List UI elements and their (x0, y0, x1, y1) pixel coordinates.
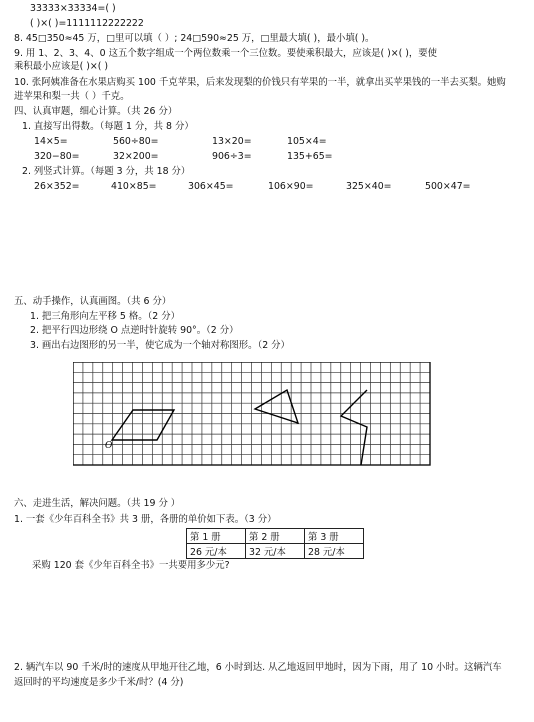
table-cell: 26 元/本 (187, 544, 246, 559)
question-9-line-1: 9. 用 1、2、3、4、0 这五个数字组成一个两位数乘一个三位数。要使乘积最大，应该是( )×( )，要使 (14, 48, 438, 59)
top-line-2: ( )×( )=1111112222222 (30, 18, 144, 29)
calc-item: 14×5= (34, 136, 68, 147)
section-4-part-2-title: 2. 列竖式计算。（每题 3 分，共 18 分） (22, 166, 191, 177)
drawing-task: 2. 把平行四边形绕 O 点逆时针旋转 90°。（2 分） (30, 325, 239, 336)
parallelogram-shape (112, 410, 174, 440)
calc-item: 13×20= (212, 136, 252, 147)
question-10-line-1: 10. 张阿姨准备在水果店购买 100 千克苹果，后来发现梨的价钱只有苹果的一半，就拿出买苹果钱的一半去买梨。她购 (14, 77, 506, 88)
calc-item: 105×4= (287, 136, 327, 147)
vertical-calc-item: 500×47= (425, 181, 471, 192)
drawing-grid (73, 362, 431, 466)
point-o-label: O (105, 441, 113, 451)
question-6-2-line-1: 2. 辆汽车以 90 千米/时的速度从甲地开往乙地，6 小时到达. 从乙地返回甲地时，因为下雨，用了 10 小时。这辆汽车 (14, 662, 502, 673)
question-9-line-2: 乘积最小应该是( )×( ) (14, 61, 109, 72)
drawing-task: 3. 画出右边图形的另一半，使它成为一个轴对称图形。（2 分） (30, 340, 290, 351)
calc-item: 135+65= (287, 151, 333, 162)
vertical-calc-item: 106×90= (268, 181, 314, 192)
table-cell: 28 元/本 (305, 544, 364, 559)
top-line-1: 33333×33334=( ) (30, 3, 116, 14)
question-10-line-2: 进苹果和梨一共（ ）千克。 (14, 91, 130, 102)
table-header-cell: 第 1 册 (187, 529, 246, 544)
vertical-calc-item: 26×352= (34, 181, 80, 192)
section-5-title: 五、动手操作，认真画图。（共 6 分） (14, 296, 172, 307)
question-8: 8. 45□350≈45 万，□里可以填（ ）; 24□590≈25 万，□里最大填( )，最小填( )。 (14, 33, 375, 44)
vertical-calc-item: 325×40= (346, 181, 392, 192)
section-4-title: 四、认真审题，细心计算。（共 26 分） (14, 106, 178, 117)
price-table (186, 528, 364, 559)
half-symmetric-shape (341, 390, 367, 465)
calc-item: 320−80= (34, 151, 80, 162)
section-4-part-1-title: 1. 直接写出得数。（每题 1 分，共 8 分） (22, 121, 194, 132)
calc-item: 32×200= (113, 151, 159, 162)
vertical-calc-item: 410×85= (111, 181, 157, 192)
question-6-1-ask: 采购 120 套《少年百科全书》一共要用多少元? (32, 560, 230, 571)
calc-item: 560÷80= (113, 136, 159, 147)
table-header-cell: 第 2 册 (246, 529, 305, 544)
vertical-calc-item: 306×45= (188, 181, 234, 192)
table-cell: 32 元/本 (246, 544, 305, 559)
question-6-2-line-2: 返回时的平均速度是多少千米/时？(4 分) (14, 677, 184, 688)
drawing-task: 1. 把三角形向左平移 5 格。（2 分） (30, 311, 180, 322)
table-header-cell: 第 3 册 (305, 529, 364, 544)
section-6-title: 六、走进生活，解决问题。（共 19 分 ） (14, 498, 181, 509)
calc-item: 906÷3= (212, 151, 252, 162)
question-6-1: 1. 一套《少年百科全书》共 3 册，各册的单价如下表。（3 分） (14, 514, 277, 525)
